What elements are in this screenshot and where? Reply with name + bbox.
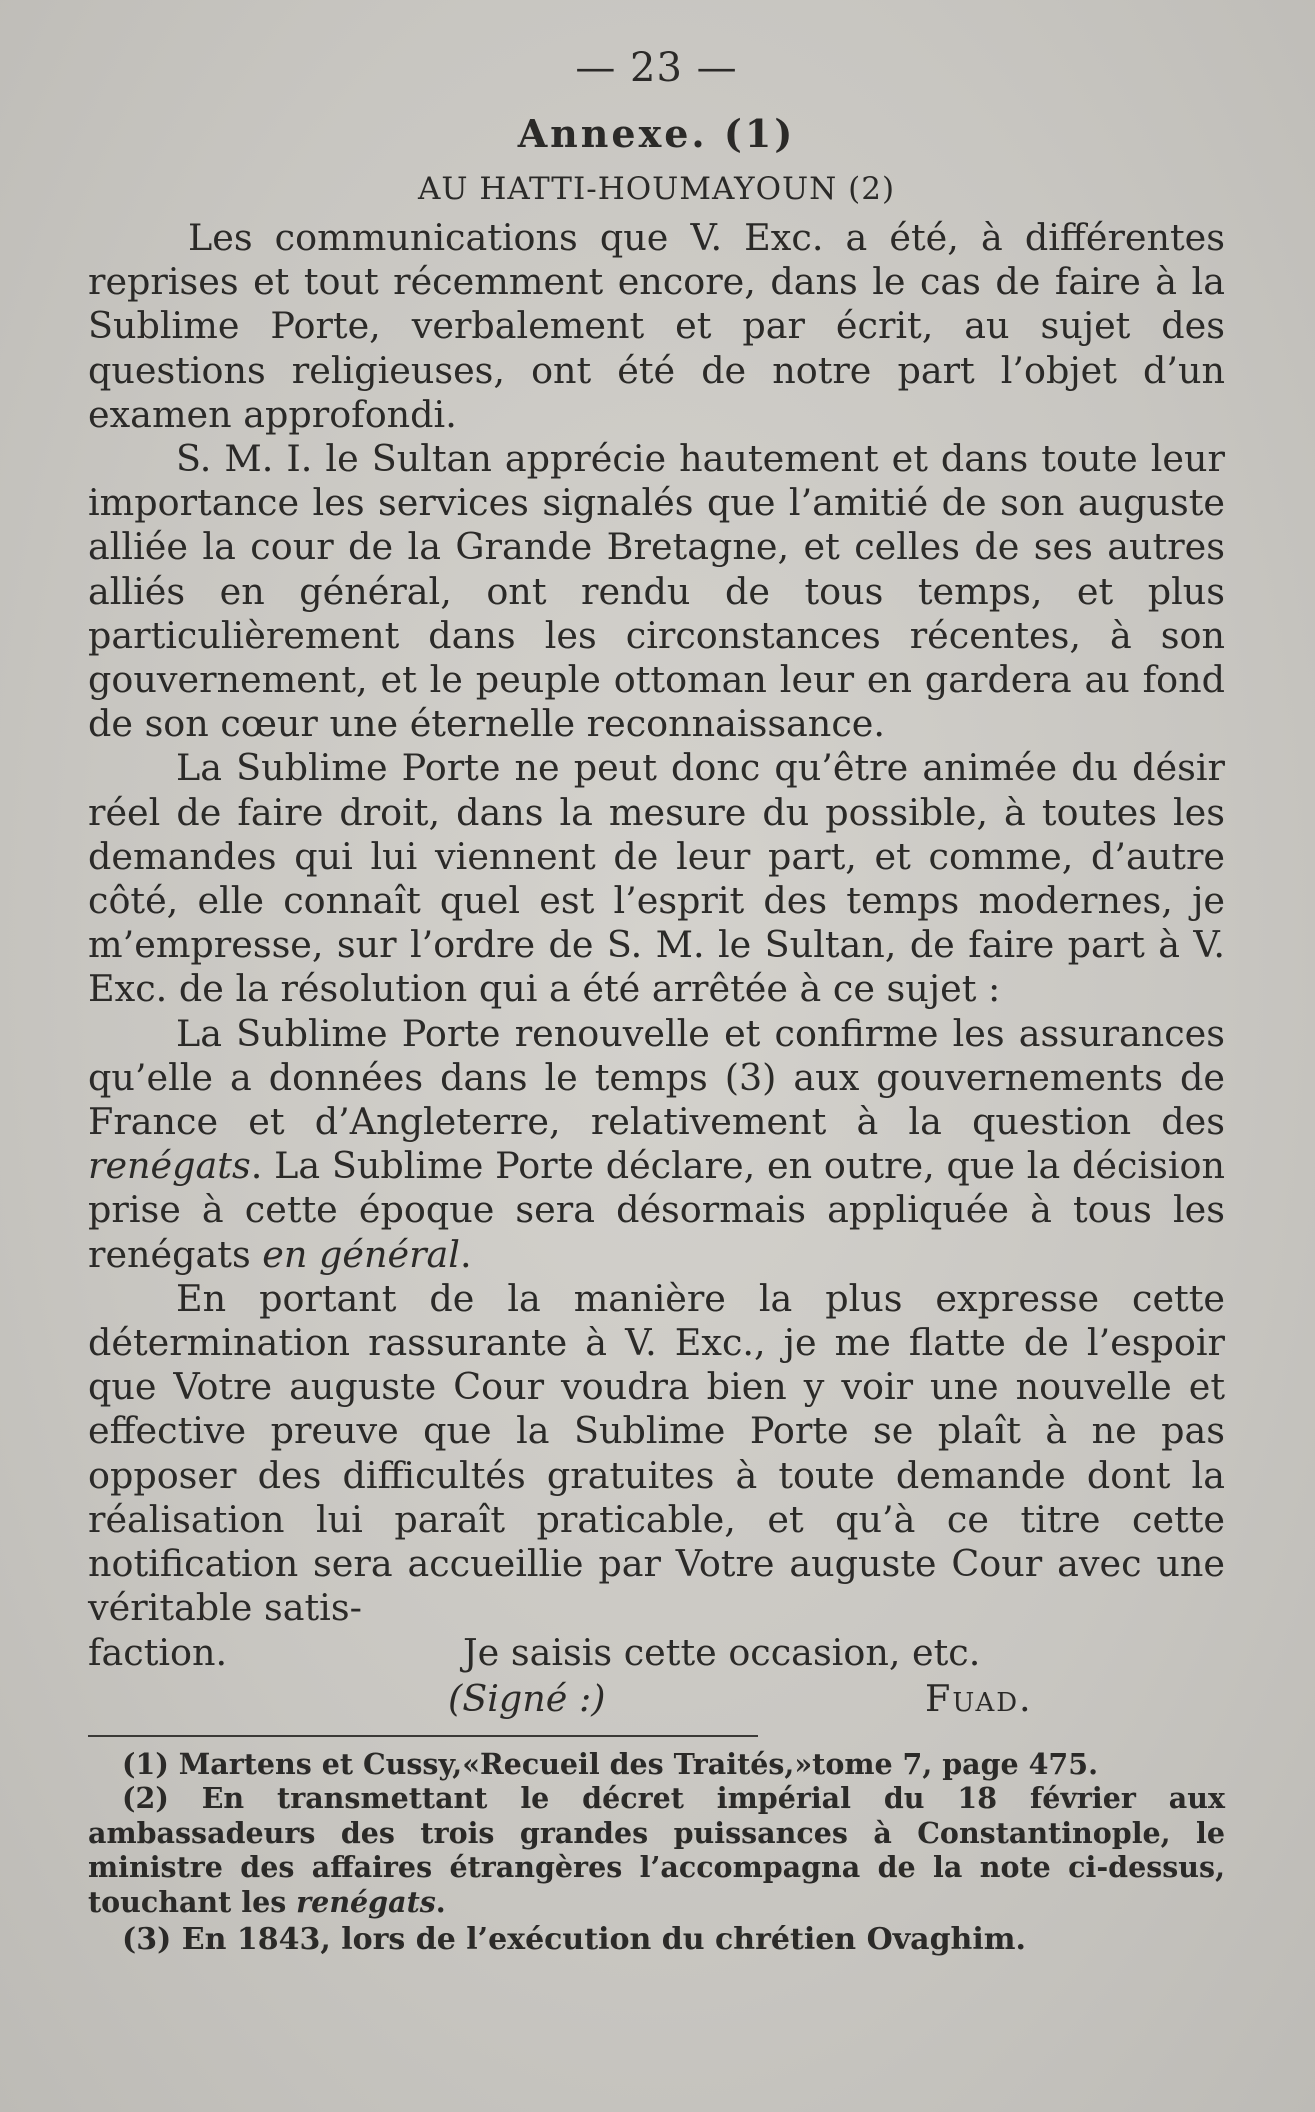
footnote-2 — [88, 1781, 1225, 1919]
paragraph-5: En portant de la manière la plus expresse cette détermination rassurante à V. Exc., je me flatte de l’espoir que Votre auguste Cour voudra bien y voir une nouvelle et effective preuve que la Sublime Porte se plaît à ne pas opposer des difficultés gratuites à toute demande dont la réalisation lui paraît praticable, et qu’à ce titre cette notification sera accueillie par Votre auguste Cour avec une véritable satis- — [88, 1276, 1225, 1630]
closing-line — [88, 1631, 1225, 1675]
paragraph-4 — [88, 1012, 1225, 1277]
paragraph-4-part-2: . La Sublime Porte déclare, en outre, que la décision prise à cette époque sera désormais appliquée à tous les renégats — [88, 1144, 1225, 1276]
annex-subheading: AU HATTI-HOUMAYOUN (2) — [417, 171, 896, 207]
paragraph-3: La Sublime Porte ne peut donc qu’être animée du désir réel de faire droit, dans la mesure du possible, à toutes les demandes qui lui viennent de leur part, et comme, d’autre côté, elle connaît quel est l’esprit des temps modernes, je m’empresse, sur l’ordre de S. M. le Sultan, de faire part à V. Exc. de la résolution qui a été arrêtée à ce sujet : — [88, 746, 1225, 1011]
body-text — [88, 216, 1225, 1631]
page-number: — 23 — — [575, 45, 738, 91]
paragraph-4-part-3: . — [459, 1232, 472, 1276]
paragraph-1: Les communications que V. Exc. a été, à différentes reprises et tout récemment encore, dans le cas de faire à la Sublime Porte, verbalement et par écrit, au sujet des questions religieuses, ont été de notre part l’objet d’un examen approfondi. — [88, 216, 1225, 436]
footnote-3: (3) En 1843, lors de l’exécution du chrétien Ovaghim. — [122, 1922, 1026, 1957]
footnote-2-part-1: (2) En transmettant le décret impérial du 18 février aux ambassadeurs des trois grandes puissances à Constantinople, le ministre des affaires étrangères l’accompagna de la note ci-dessus, touchant les — [88, 1781, 1225, 1919]
footnotes — [88, 1747, 1225, 1958]
paragraph-4-italic-2: en général — [262, 1232, 460, 1276]
footnote-1: (1) Martens et Cussy,«Recueil des Traités,»tome 7, page 475. — [122, 1746, 1099, 1781]
paragraph-4-italic-1: renégats — [88, 1144, 251, 1188]
footnote-2-italic: renégats — [296, 1884, 436, 1919]
signature-name: Fuad. — [925, 1676, 1033, 1720]
closing-left: faction. — [88, 1630, 228, 1674]
paragraph-2: S. M. I. le Sultan apprécie hautement et dans toute leur importance les services signalés que l’amitié de son auguste alliée la cour de la Grande Bretagne, et celles de ses autres alliés en général, ont rendu de tous temps, et plus particulièrement dans les circonstances récentes, à son gouvernement, et le peuple ottoman leur en gardera au fond de son cœur une éternelle reconnaissance. — [88, 437, 1225, 746]
closing-formula: Je saisis cette occasion, etc. — [463, 1630, 981, 1674]
footnote-2-part-2: . — [435, 1884, 446, 1919]
signature-label: (Signé :) — [448, 1676, 606, 1720]
annex-heading: Annexe. (1) — [517, 111, 796, 156]
signature-line — [88, 1675, 1225, 1723]
paragraph-4-part-1: La Sublime Porte renouvelle et confirme les assurances qu’elle a données dans le temps (3) aux gouvernements de France et d’Angleterre, relativement à la question des — [88, 1011, 1225, 1144]
footnote-rule — [88, 1735, 758, 1737]
